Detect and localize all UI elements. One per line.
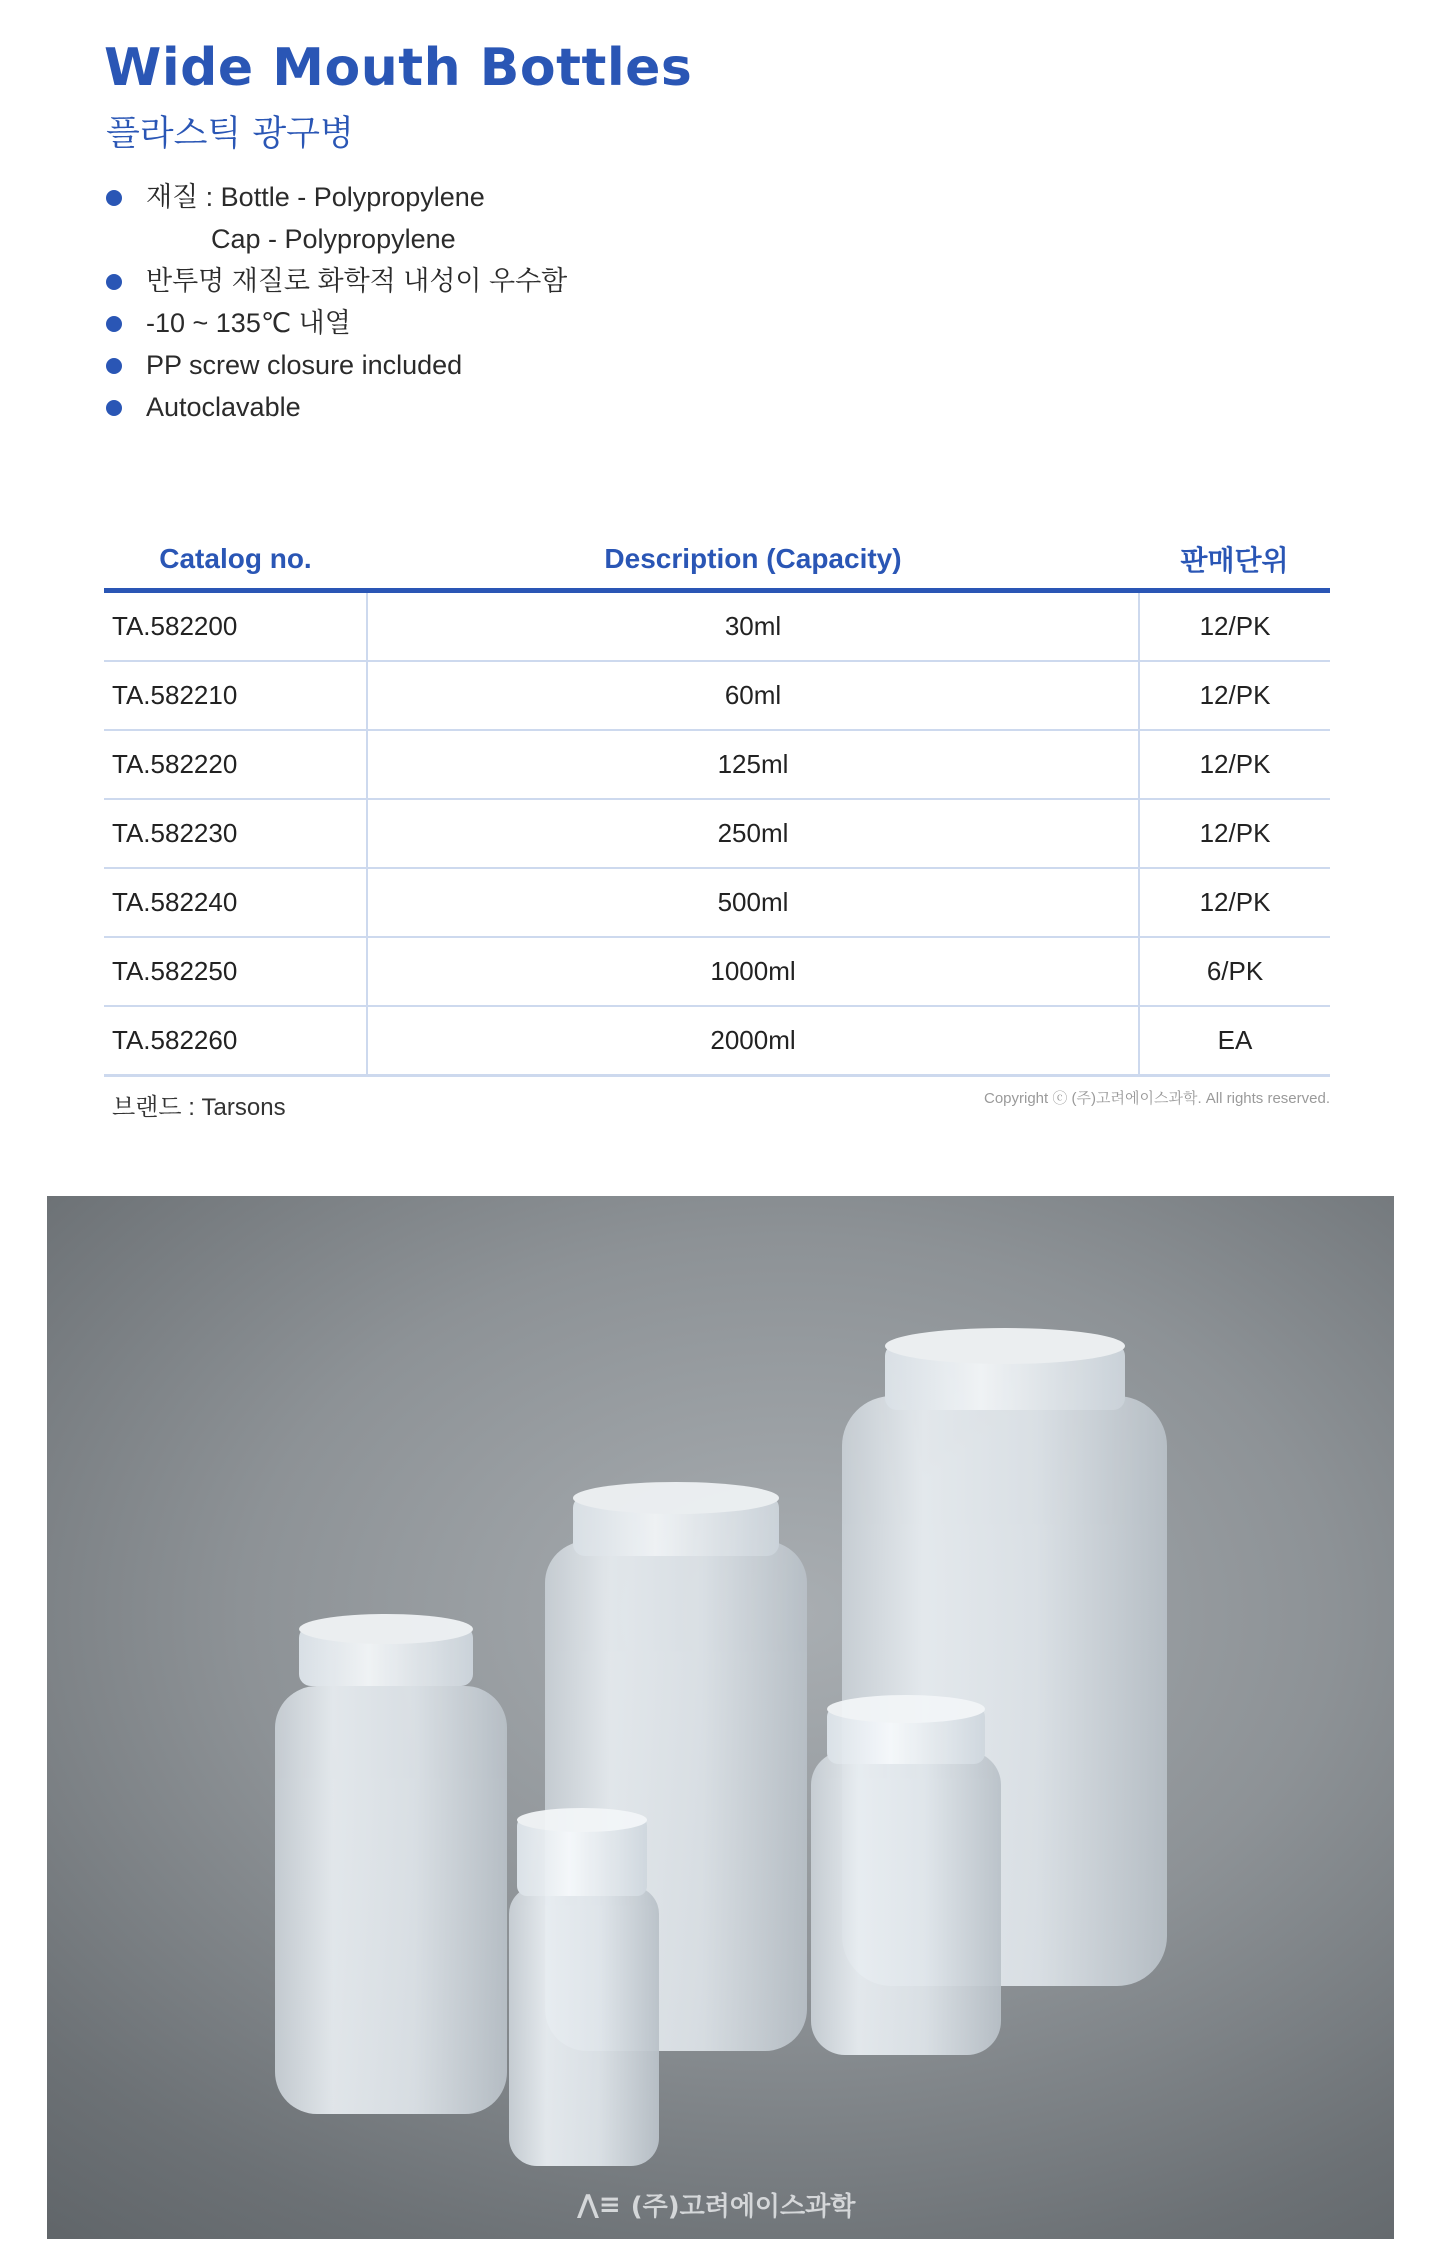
table-row xyxy=(104,591,1330,662)
page-title: Wide Mouth Bottles xyxy=(104,38,693,98)
bottles-illustration xyxy=(47,1196,1394,2239)
feature-text: -10 ~ 135℃ 내열 xyxy=(146,308,351,338)
bullet-icon xyxy=(106,316,122,332)
table-row xyxy=(104,1006,1330,1076)
capacity-cell: 2000ml xyxy=(367,1006,1139,1076)
table-row xyxy=(104,937,1330,1006)
sales-unit-cell: 12/PK xyxy=(1139,591,1330,662)
page-subtitle: 플라스틱 광구병 xyxy=(106,114,354,154)
feature-item-autoclavable xyxy=(106,386,567,428)
sales-unit-cell: 12/PK xyxy=(1139,799,1330,868)
capacity-cell: 500ml xyxy=(367,868,1139,937)
feature-item-material xyxy=(106,176,567,260)
capacity-cell: 250ml xyxy=(367,799,1139,868)
bullet-icon xyxy=(106,400,122,416)
column-header-sales-unit: 판매단위 xyxy=(1139,530,1330,591)
sales-unit-cell: 12/PK xyxy=(1139,730,1330,799)
catalog-no-cell: TA.582210 xyxy=(104,661,367,730)
feature-item-closure xyxy=(106,344,567,386)
column-header-description: Description (Capacity) xyxy=(367,530,1139,591)
catalog-no-cell: TA.582220 xyxy=(104,730,367,799)
capacity-cell: 30ml xyxy=(367,591,1139,662)
feature-text: PP screw closure included xyxy=(146,350,463,380)
feature-list xyxy=(106,176,567,428)
copyright-notice: Copyright ⓒ (주)고려에이스과학. All rights reserved. xyxy=(984,1090,1330,1107)
table-row xyxy=(104,730,1330,799)
capacity-cell: 1000ml xyxy=(367,937,1139,1006)
bullet-icon xyxy=(106,190,122,206)
feature-text: Autoclavable xyxy=(146,392,301,422)
bottle-125ml xyxy=(811,1695,1001,2055)
company-logo xyxy=(577,2186,855,2223)
table-row xyxy=(104,868,1330,937)
bottle-250ml xyxy=(275,1614,507,2114)
catalog-no-cell: TA.582200 xyxy=(104,591,367,662)
feature-text: 반투명 재질로 화학적 내성이 우수함 xyxy=(146,266,568,296)
logo-mark-icon: ⋀≡ xyxy=(577,2189,621,2220)
bullet-icon xyxy=(106,358,122,374)
bottle-30ml xyxy=(509,1808,659,2166)
product-photo xyxy=(47,1196,1394,2239)
sales-unit-cell: EA xyxy=(1139,1006,1330,1076)
sales-unit-cell: 12/PK xyxy=(1139,868,1330,937)
capacity-cell: 125ml xyxy=(367,730,1139,799)
feature-text: 재질 : Bottle - Polypropylene xyxy=(146,182,485,212)
table-row xyxy=(104,661,1330,730)
capacity-cell: 60ml xyxy=(367,661,1139,730)
feature-text-continuation: Cap - Polypropylene xyxy=(211,224,456,254)
bullet-icon xyxy=(106,274,122,290)
catalog-no-cell: TA.582230 xyxy=(104,799,367,868)
catalog-no-cell: TA.582240 xyxy=(104,868,367,937)
feature-item-temperature xyxy=(106,302,567,344)
sales-unit-cell: 12/PK xyxy=(1139,661,1330,730)
catalog-no-cell: TA.582250 xyxy=(104,937,367,1006)
feature-item-resistance xyxy=(106,260,567,302)
logo-text: (주)고려에이스과학 xyxy=(630,2192,856,2222)
catalog-table xyxy=(104,530,1330,1077)
catalog-no-cell: TA.582260 xyxy=(104,1006,367,1076)
brand-label: 브랜드 : Tarsons xyxy=(112,1094,286,1121)
sales-unit-cell: 6/PK xyxy=(1139,937,1330,1006)
column-header-catalog-no: Catalog no. xyxy=(104,530,367,591)
table-header-row xyxy=(104,530,1330,591)
table-row xyxy=(104,799,1330,868)
